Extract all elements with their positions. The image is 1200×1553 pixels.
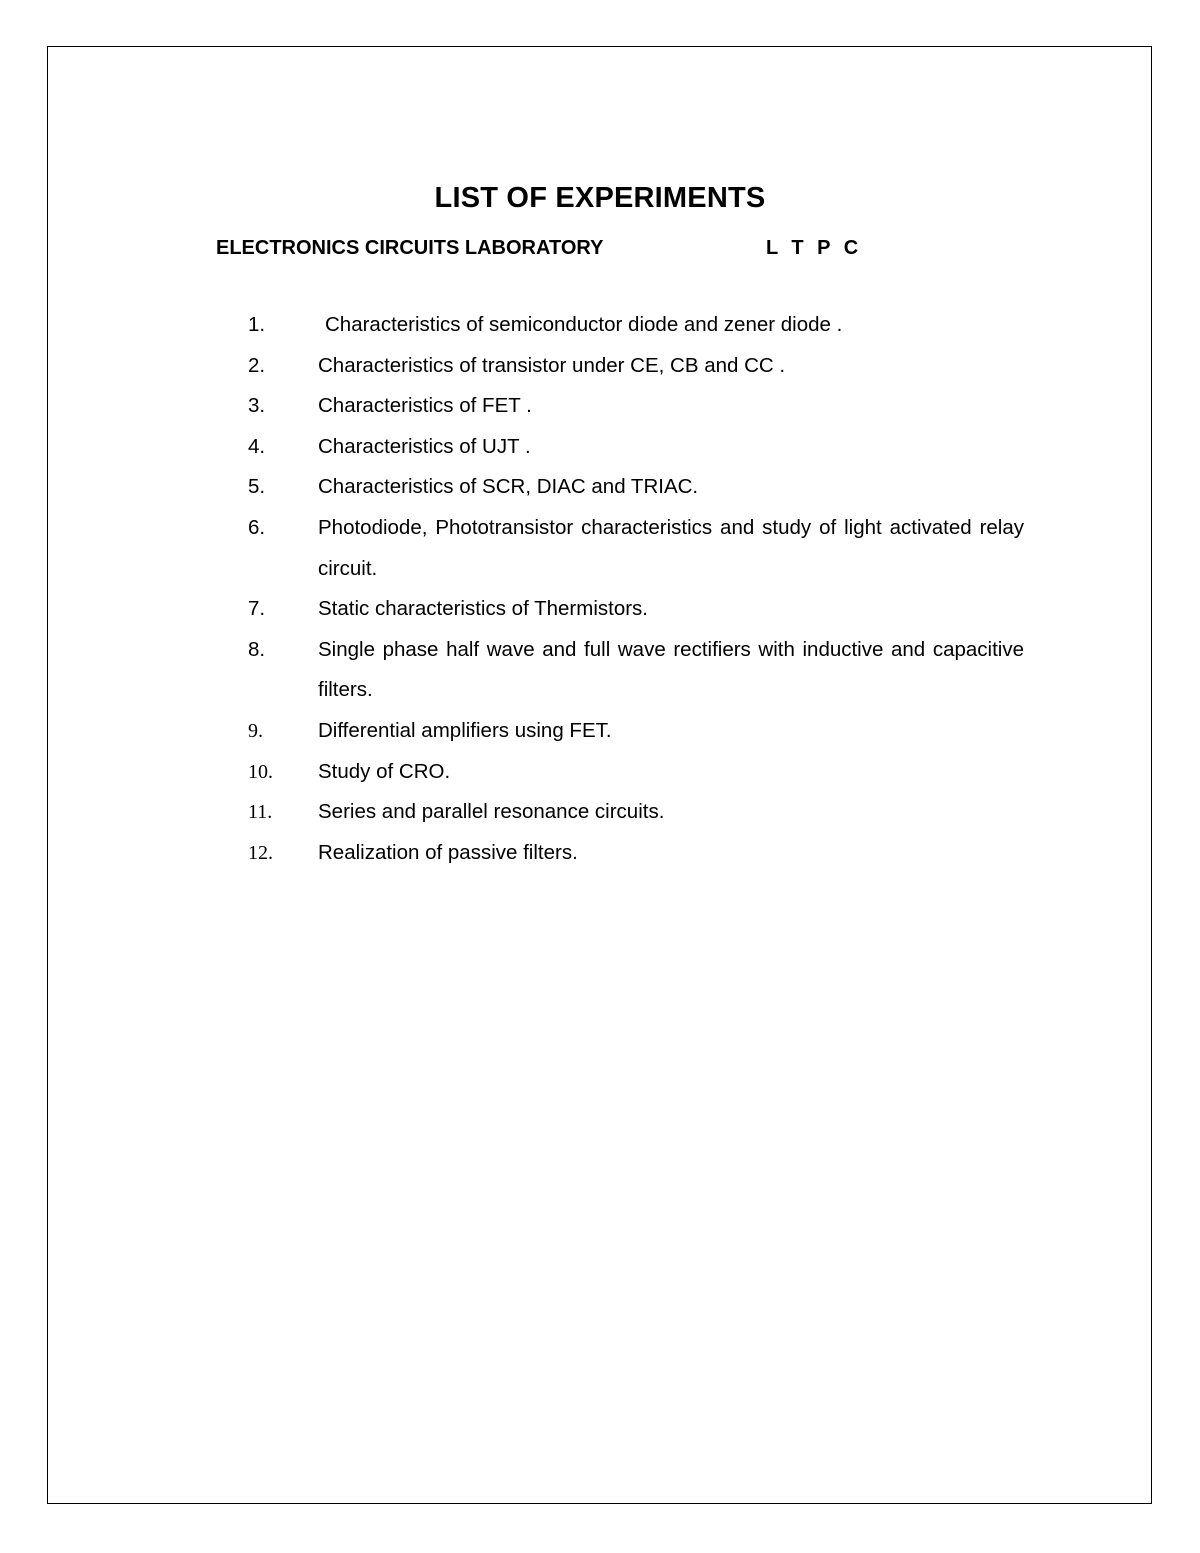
list-item [248, 711, 1024, 752]
item-number: 2. [248, 353, 266, 377]
lab-name: ELECTRONICS CIRCUITS LABORATORY [216, 237, 604, 259]
list-item [248, 589, 1024, 630]
item-number: 1. [248, 313, 266, 336]
list-item [248, 427, 1024, 468]
list-item [248, 630, 1024, 711]
item-number: 12. [248, 841, 273, 864]
item-number: 8. [248, 637, 266, 661]
item-number: 6. [248, 515, 266, 539]
item-text: Static characteristics of Thermistors. [318, 597, 648, 621]
item-number: 4. [248, 434, 266, 458]
item-text: Study of CRO. [318, 759, 451, 783]
experiment-list [248, 305, 1024, 873]
list-item [248, 386, 1024, 427]
list-item [248, 752, 1024, 793]
item-text: Realization of passive filters. [318, 840, 578, 864]
item-number: 3. [248, 394, 266, 418]
list-item [248, 508, 1024, 589]
item-text: Photodiode, Phototransistor characteristics and study of light activated relay circuit. [318, 515, 1024, 580]
list-item [248, 346, 1024, 387]
item-number: 10. [248, 760, 273, 783]
item-text: Characteristics of SCR, DIAC and TRIAC. [318, 475, 699, 499]
item-number: 9. [248, 719, 263, 742]
item-number: 7. [248, 597, 266, 621]
item-number: 11. [248, 801, 273, 824]
list-item [248, 792, 1024, 833]
item-text: Characteristics of UJT . [318, 434, 531, 458]
item-text: Characteristics of semiconductor diode and zener diode . [325, 313, 843, 336]
list-item [248, 305, 1024, 346]
list-item [248, 833, 1024, 874]
item-text: Single phase half wave and full wave rectifiers with inductive and capacitive filters. [318, 637, 1024, 702]
item-text: Characteristics of transistor under CE, CB and CC . [318, 353, 786, 377]
page-title: LIST OF EXPERIMENTS [434, 182, 766, 214]
item-text: Characteristics of FET . [318, 394, 532, 418]
item-text: Differential amplifiers using FET. [318, 718, 612, 742]
item-text: Series and parallel resonance circuits. [318, 800, 665, 824]
ltpc-label: L T P C [766, 237, 863, 259]
list-item [248, 467, 1024, 508]
item-number: 5. [248, 475, 266, 499]
